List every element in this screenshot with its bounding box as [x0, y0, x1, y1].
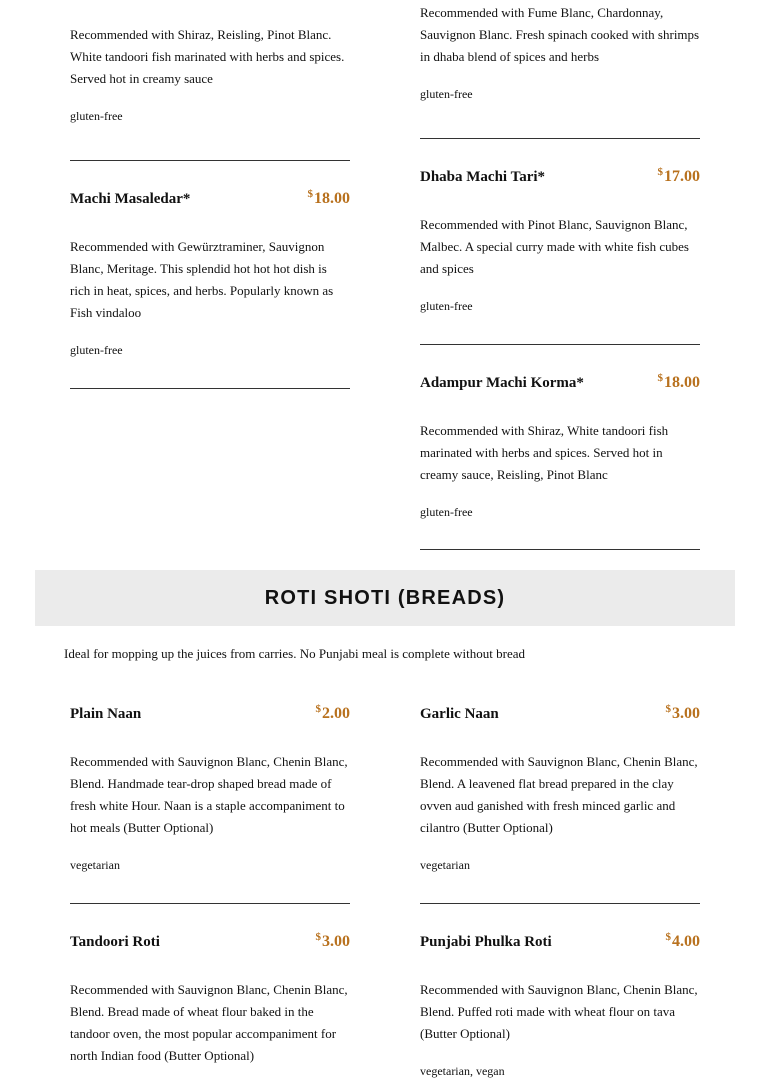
- item-price: [316, 705, 351, 723]
- item-description: Recommended with Sauvignon Blanc, Chenin Blanc, Blend. Bread made of wheat flour baked in the tandoor oven, the most popular accompaniment for north Indian food (Butter Optional): [70, 982, 348, 1063]
- item-name: Machi Masaledar*: [70, 191, 191, 207]
- divider: [420, 549, 700, 550]
- menu-item: [420, 933, 700, 1079]
- item-name: Adampur Machi Korma*: [420, 375, 584, 391]
- item-name: Garlic Naan: [420, 706, 499, 722]
- price-value: 18.00: [314, 190, 350, 207]
- price-value: 3.00: [322, 933, 350, 950]
- section-intro: Ideal for mopping up the juices from carries. No Punjabi meal is complete without bread: [64, 646, 526, 661]
- item-description: Recommended with Shiraz, White tandoori fish marinated with herbs and spices. Served hot in creamy sauce, Reisling, Pinot Blanc: [420, 423, 669, 482]
- menu-item: [70, 933, 350, 1067]
- section-title: ROTI SHOTI (BREADS): [264, 586, 506, 609]
- menu-item: [70, 705, 350, 873]
- currency-symbol: $: [657, 166, 663, 178]
- item-tags: vegetarian: [70, 858, 120, 872]
- currency-symbol: $: [315, 931, 321, 943]
- item-description: Recommended with Fume Blanc, Chardonnay, Sauvignon Blanc. Fresh spinach cooked with shrimps in dhaba blend of spices and herbs: [420, 5, 700, 64]
- menu-item: [420, 168, 700, 314]
- divider: [70, 903, 350, 904]
- item-name: Tandoori Roti: [70, 934, 160, 950]
- section-header: [35, 570, 735, 626]
- item-price: [666, 705, 701, 723]
- item-description: Recommended with Sauvignon Blanc, Chenin Blanc, Blend. Puffed roti made with wheat flour on tava (Butter Optional): [420, 982, 698, 1041]
- divider: [420, 138, 700, 139]
- item-price: [658, 168, 701, 186]
- currency-symbol: $: [665, 931, 671, 943]
- item-tags: gluten-free: [420, 87, 473, 101]
- item-description: Recommended with Sauvignon Blanc, Chenin Blanc, Blend. Handmade tear-drop shaped bread made of fresh white Hour. Naan is a staple accompaniment to hot meals (Butter Optional): [70, 754, 348, 835]
- menu-item-left-top: [70, 24, 350, 124]
- menu-item: [70, 190, 350, 358]
- item-name: Punjabi Phulka Roti: [420, 934, 552, 950]
- currency-symbol: $: [665, 703, 671, 715]
- item-name: Dhaba Machi Tari*: [420, 169, 546, 185]
- price-value: 2.00: [322, 705, 350, 722]
- currency-symbol: $: [657, 372, 663, 384]
- divider: [420, 903, 700, 904]
- item-description: Recommended with Shiraz, Reisling, Pinot Blanc. White tandoori fish marinated with herbs and spices. Served hot in creamy sauce: [70, 27, 345, 86]
- menu-item: [420, 705, 700, 873]
- price-value: 17.00: [664, 168, 700, 185]
- price-value: 18.00: [664, 374, 700, 391]
- item-price: [666, 933, 701, 951]
- item-description: Recommended with Sauvignon Blanc, Chenin Blanc, Blend. A leavened flat bread prepared in the clay ovven aud ganished with fresh minced garlic and cilantro (Butter Optional): [420, 754, 698, 835]
- divider: [70, 388, 350, 389]
- item-tags: vegetarian, vegan: [420, 1064, 505, 1078]
- menu-item-right-top: [420, 2, 700, 102]
- item-tags: vegetarian: [420, 858, 470, 872]
- item-tags: gluten-free: [70, 343, 123, 357]
- currency-symbol: $: [315, 703, 321, 715]
- item-name: Plain Naan: [70, 706, 142, 722]
- divider: [70, 160, 350, 161]
- item-tags: gluten-free: [420, 299, 473, 313]
- divider: [420, 344, 700, 345]
- item-description: Recommended with Gewürztraminer, Sauvignon Blanc, Meritage. This splendid hot hot hot dish is rich in heat, spices, and herbs. Popularly known as Fish vindaloo: [70, 239, 334, 320]
- currency-symbol: $: [307, 188, 313, 200]
- item-description: Recommended with Pinot Blanc, Sauvignon Blanc, Malbec. A special curry made with white fish cubes and spices: [420, 217, 689, 276]
- item-tags: gluten-free: [70, 109, 123, 123]
- price-value: 3.00: [672, 705, 700, 722]
- item-price: [658, 374, 701, 392]
- item-price: [308, 190, 351, 208]
- price-value: 4.00: [672, 933, 700, 950]
- menu-item: [420, 374, 700, 520]
- item-tags: gluten-free: [420, 505, 473, 519]
- item-price: [316, 933, 351, 951]
